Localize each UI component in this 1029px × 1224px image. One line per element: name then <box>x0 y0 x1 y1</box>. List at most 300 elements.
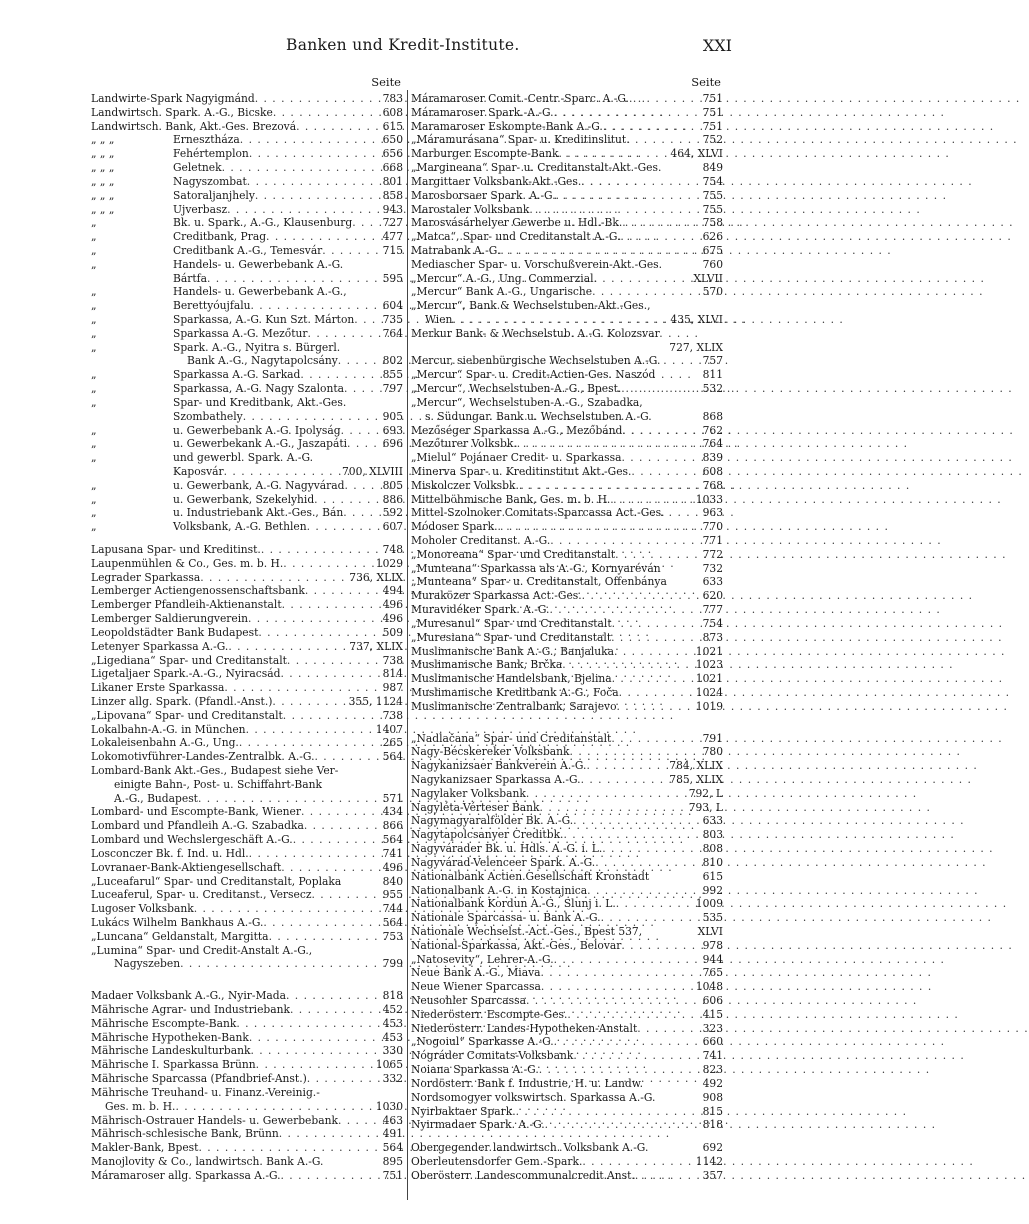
page-ref: XLVI <box>697 924 723 938</box>
entry-name <box>91 695 272 709</box>
index-entry <box>91 1058 403 1072</box>
entry-text: u. Gewerbebank A.-G. Ipolyság <box>173 423 341 437</box>
entry-name <box>91 1058 256 1072</box>
page-ref: 1021 <box>695 672 723 686</box>
entry-name <box>411 562 661 576</box>
entry-name <box>411 1063 539 1077</box>
page-ref: 435, XLVI <box>670 313 723 326</box>
entry-text: Lemberger Pfandleih-Aktienanstalt <box>91 598 282 612</box>
leader-dots <box>338 354 380 368</box>
index-entry <box>91 203 403 217</box>
entry-name <box>411 244 500 258</box>
leader-dots <box>556 189 700 203</box>
index-entry <box>91 1031 403 1045</box>
entry-name <box>91 1044 250 1058</box>
index-entry <box>411 147 723 161</box>
entry-text: Letenyer Sparkassa A.-G. <box>91 639 229 653</box>
page-ref: XLVII <box>693 271 723 285</box>
page-ref: 752 <box>702 133 723 147</box>
page-ref: 1019 <box>695 699 723 713</box>
page-ref: 818 <box>702 1118 723 1132</box>
entry-name <box>411 272 594 286</box>
entry-name <box>91 957 180 971</box>
left-column <box>91 76 403 1183</box>
entry-text: Spar- und Kreditbank, Akt.-Ges. <box>173 395 347 409</box>
leader-dots <box>307 1072 380 1086</box>
entry-name <box>91 888 311 902</box>
ditto-mark: „ <box>91 340 97 354</box>
entry-text: Volksbank, A.-G. Bethlen <box>173 520 307 534</box>
index-entry <box>91 612 403 626</box>
entry-name <box>91 493 314 507</box>
leader-dots <box>287 654 380 668</box>
leader-dots <box>594 272 691 286</box>
leader-dots <box>602 842 699 856</box>
index-entry <box>91 989 403 1003</box>
index-entry <box>91 451 403 465</box>
page-ref: 1033 <box>695 492 723 506</box>
entry-text: Lombard und Wechslergeschäft A.-G. <box>91 833 293 847</box>
page-ref: 785, XLIX <box>669 773 723 786</box>
leader-dots <box>616 897 693 911</box>
leader-dots <box>582 1155 692 1169</box>
entry-text: Lombard- und Escompte-Bank, Wiener <box>91 805 301 819</box>
page-ref: 656 <box>382 147 403 161</box>
page-ref: 780 <box>702 745 723 759</box>
index-entry <box>411 745 723 759</box>
leader-dots <box>314 493 379 507</box>
index-entry <box>91 1141 403 1155</box>
entry-name <box>91 161 222 175</box>
entry-text: Muravidéker Spark. A.-G. <box>411 603 550 617</box>
entry-text: Wien <box>425 313 453 326</box>
leader-dots <box>296 120 380 134</box>
entry-name <box>91 396 346 410</box>
leader-dots <box>610 493 693 507</box>
page-title: Banken und Kredit-Institute. <box>286 36 520 54</box>
leader-dots <box>516 1105 700 1119</box>
index-entry <box>91 1072 403 1086</box>
entry-text: „Mercur“ Spar- u. Credit-Actien-Ges. Naszód <box>411 368 656 382</box>
entry-name <box>91 847 249 861</box>
entry-text: Neue Wiener Sparcassa <box>411 980 541 994</box>
entry-name <box>411 147 558 161</box>
page-ref: 760 <box>702 257 723 271</box>
index-entry <box>411 493 723 507</box>
entry-name <box>91 120 296 134</box>
index-entry <box>411 1169 723 1183</box>
entry-text: Muslimanische Kreditbank A.-G., Foča <box>411 685 619 699</box>
leader-dots <box>290 1003 380 1017</box>
entry-text: Mediascher Spar- u. Vorschußverein-Akt.-Ges. <box>411 257 663 271</box>
entry-text: Oberösterr. Landescommunalcredit.Anst. <box>411 1168 635 1182</box>
entry-name <box>91 1003 290 1017</box>
entry-name <box>91 930 269 944</box>
index-entry <box>91 861 403 875</box>
page-ref: 604 <box>382 299 403 313</box>
leader-dots <box>540 801 686 815</box>
leader-dots <box>545 1118 700 1132</box>
entry-name <box>411 994 526 1008</box>
index-entry <box>91 120 403 134</box>
entry-name <box>91 258 343 272</box>
index-entry <box>411 658 723 672</box>
entry-text: Lapusana Spar- und Kreditinst. <box>91 543 261 556</box>
entry-text: Landwirte-Spark Nagyigmánd <box>91 92 255 105</box>
entry-text: „Natosevity“, Lehrer-A.-G. <box>411 952 554 966</box>
leader-dots <box>301 805 380 819</box>
leader-dots <box>266 230 380 244</box>
entry-name <box>91 92 255 106</box>
index-entry <box>411 341 723 355</box>
entry-text: Mittel-Szolnoker Comitats-Sparcassa Act.-Ges. <box>411 506 665 520</box>
index-entry <box>411 814 723 828</box>
index-entry <box>91 189 403 203</box>
leader-dots <box>612 672 693 686</box>
leader-dots <box>249 1031 380 1045</box>
page-ref: 633 <box>702 814 723 828</box>
leader-dots <box>562 658 693 672</box>
index-entry <box>411 759 723 773</box>
entry-name <box>91 833 293 847</box>
entry-text: Handels- u. Gewerbebank A.-G. <box>173 257 344 271</box>
leader-dots <box>280 667 379 681</box>
leader-dots <box>283 709 380 723</box>
index-entry <box>411 1141 723 1155</box>
leader-dots <box>554 1035 700 1049</box>
entry-text: „Mielul“ Pojánaer Credit- u. Sparkassa <box>411 451 622 465</box>
entry-text: Niederösterr. Landes-Hypotheken-Anstalt <box>411 1021 638 1035</box>
page-ref: 595 <box>382 271 403 285</box>
index-entry <box>91 902 403 916</box>
entry-name <box>91 584 305 598</box>
index-entry <box>91 1169 403 1183</box>
leader-dots <box>322 244 379 258</box>
entry-name <box>91 792 198 806</box>
entry-name <box>411 700 617 714</box>
leader-dots <box>263 916 379 930</box>
leader-dots <box>344 382 380 396</box>
left-index-list <box>91 92 403 1183</box>
page-ref: 811 <box>702 368 723 382</box>
entry-text: Creditbank A.-G., Temesvár <box>173 243 323 257</box>
index-entry <box>91 805 403 819</box>
page-ref: 355, 1124 <box>348 694 403 708</box>
index-entry <box>91 520 403 534</box>
entry-name <box>411 120 603 134</box>
leader-dots <box>554 953 700 967</box>
entry-text: Lombard-Bank Akt.-Ges., Budapest siehe Ver- <box>91 764 339 777</box>
entry-name <box>411 1091 655 1105</box>
entry-name <box>411 1035 554 1049</box>
entry-name <box>411 870 649 884</box>
leader-dots <box>258 626 379 640</box>
index-entry <box>411 92 723 106</box>
leader-dots <box>622 216 699 230</box>
leader-dots <box>614 645 693 659</box>
entry-text: Berettyóujfalu <box>173 299 251 313</box>
entry-name <box>411 534 550 548</box>
entry-text: Laupenmühlen & Co., Ges. m. b. H. <box>91 556 284 570</box>
entry-name <box>91 750 314 764</box>
entry-name <box>411 258 662 272</box>
index-entry <box>411 631 723 645</box>
page-ref: 615 <box>702 869 723 883</box>
index-entry <box>411 603 723 617</box>
leader-dots <box>526 787 686 801</box>
entry-text: Nyirmadaer Spark. A.-G. <box>411 1118 545 1132</box>
page-ref: 615 <box>382 119 403 133</box>
entry-text: „Máramurásana“ Spar- u. Kreditinslitut <box>411 133 627 147</box>
page-number: XXI <box>702 36 732 55</box>
index-entry <box>91 543 403 557</box>
leader-dots <box>305 584 380 598</box>
index-entry <box>91 161 403 175</box>
entry-text: Mährische I. Sparkassa Brünn <box>91 1058 256 1072</box>
leader-dots <box>240 133 380 147</box>
page-header <box>0 36 802 60</box>
entry-name <box>411 1008 567 1022</box>
index-entry <box>411 106 723 120</box>
page-ref: 741 <box>382 846 403 860</box>
entry-name <box>411 575 667 589</box>
leader-dots <box>281 861 379 875</box>
index-entry <box>91 382 403 396</box>
index-entry <box>411 966 723 980</box>
entry-name <box>91 681 224 695</box>
page-ref: 797 <box>382 382 403 396</box>
entry-text: „Ligediana“ Spar- und Creditanstalt <box>91 653 287 667</box>
index-entry <box>411 368 723 382</box>
entry-name <box>91 902 194 916</box>
entry-name <box>411 856 595 870</box>
entry-text: Nagyszeben <box>114 957 181 971</box>
leader-dots <box>573 814 699 828</box>
entry-text: „Luceafarul“ Spar- und Creditanstalt, Poplaka <box>91 874 342 888</box>
entry-text: Merkur Bank- & Wechselstub. A.-G. Kolozsvar <box>411 326 660 340</box>
entry-name <box>411 437 517 451</box>
page-ref: 608 <box>382 105 403 119</box>
page-ref: 330 <box>382 1044 403 1058</box>
entry-text: Lokalbahn-A.-G. in München <box>91 722 246 736</box>
entry-name <box>411 493 610 507</box>
page-ref: 496 <box>382 860 403 874</box>
entry-name <box>91 612 248 626</box>
index-entry <box>91 847 403 861</box>
page-ref: 715 <box>382 243 403 257</box>
index-entry <box>411 133 723 147</box>
index-entry <box>91 667 403 681</box>
entry-text: Muslimanische Zentralbank, Sarajevo <box>411 699 617 713</box>
index-entry <box>91 1114 403 1128</box>
entry-text: Miskolczer Volksbk. <box>411 478 519 492</box>
leader-dots <box>347 437 380 451</box>
leader-dots <box>273 106 380 120</box>
entry-text: Sparkassa, A.-G. Kun Szt. Márton <box>173 313 355 326</box>
entry-text: Neusohler Sparcassa <box>411 994 526 1007</box>
entry-text: A.-G., Budapest <box>114 791 198 805</box>
page-ref: 944 <box>702 952 723 966</box>
leader-dots <box>612 617 700 631</box>
index-entry <box>411 1063 723 1077</box>
entry-name <box>91 764 338 778</box>
entry-name <box>91 175 247 189</box>
entry-text: Máramaroser allg. Sparkassa A.-G. <box>91 1168 281 1182</box>
ditto-mark: „ <box>91 520 97 534</box>
entry-text: „Lumina“ Spar- und Credit-Anstalt A.-G., <box>91 943 313 957</box>
page-ref: 757 <box>702 354 723 368</box>
page-ref: 784, XLIX <box>669 759 723 773</box>
page-ref: 855 <box>382 368 403 382</box>
entry-name <box>411 299 651 313</box>
index-entry <box>411 424 723 438</box>
entry-name <box>91 216 352 230</box>
entry-text: Oberleutensdorfer Gem.-Spark. <box>411 1154 583 1168</box>
entry-text: Geletnek <box>173 161 222 175</box>
page-ref: 765 <box>702 966 723 980</box>
page-ref: 815 <box>702 1104 723 1118</box>
entry-name <box>411 133 626 147</box>
leader-dots <box>224 681 379 695</box>
entry-name <box>411 645 614 659</box>
entry-name <box>411 939 621 953</box>
entry-text: Nagyszombat <box>173 174 247 188</box>
entry-text: Luceaferul, Spar- u. Creditanst., Versecz <box>91 888 312 902</box>
section-gap <box>91 980 403 989</box>
index-entry <box>411 520 723 534</box>
page-ref: 1142 <box>695 1154 723 1168</box>
index-entry <box>91 584 403 598</box>
entry-name <box>411 828 563 842</box>
entry-text: Creditbank, Prag <box>173 230 267 244</box>
page-ref: 491 <box>382 1127 403 1141</box>
index-entry <box>411 1008 723 1022</box>
entry-name <box>411 686 619 700</box>
index-entry <box>411 562 723 576</box>
entry-text: Nationale Sparcassa- u. Bank A.-G. <box>411 911 601 925</box>
index-entry <box>411 801 723 815</box>
page-ref: 772 <box>702 547 723 561</box>
leader-dots <box>256 1058 373 1072</box>
entry-name <box>91 189 255 203</box>
page-ref: 668 <box>382 161 403 175</box>
leader-dots <box>224 465 339 479</box>
leader-dots <box>586 759 666 773</box>
ditto-mark: „ <box>91 437 97 451</box>
leader-dots <box>621 939 699 953</box>
page-ref: 633 <box>702 575 723 589</box>
entry-text: Lukács Wilhelm Bankhaus A.-G. <box>91 915 264 929</box>
page-ref: 793, L <box>688 800 723 814</box>
page-ref: 570 <box>702 285 723 299</box>
leader-dots <box>619 686 693 700</box>
leader-dots <box>620 230 699 244</box>
entry-name <box>91 1072 307 1086</box>
entry-text: „Muresiana“ Spar- und Creditanstalt <box>411 630 612 644</box>
entry-name <box>91 1100 175 1114</box>
entry-name <box>91 654 287 668</box>
entry-name <box>91 1141 198 1155</box>
entry-text: National-Sparkassa, Akt.-Ges., Belovar <box>411 938 622 952</box>
index-entry <box>91 916 403 930</box>
leader-dots <box>529 203 699 217</box>
entry-name <box>91 465 224 479</box>
page-ref: 564 <box>382 833 403 847</box>
page-ref: 768 <box>702 478 723 492</box>
page-ref: 564 <box>382 750 403 764</box>
index-entry <box>411 939 723 953</box>
leader-dots <box>251 299 380 313</box>
index-entry <box>411 396 723 410</box>
index-entry <box>91 654 403 668</box>
entry-name <box>411 842 602 856</box>
ditto-mark: „ „ „ <box>91 161 115 175</box>
leader-dots <box>281 1169 380 1183</box>
ditto-mark: „ <box>91 243 97 257</box>
page-ref: 1030 <box>375 1099 403 1113</box>
leader-dots <box>592 285 699 299</box>
entry-text: Marosvásárhelyer Gewerbe u. Hdl.-Bk. <box>411 216 623 230</box>
page-ref: 509 <box>382 625 403 639</box>
entry-name <box>411 759 586 773</box>
entry-text: Lemberger Saldierungverein <box>91 612 249 626</box>
entry-name <box>91 203 227 217</box>
ditto-mark: „ „ „ <box>91 202 115 216</box>
ditto-mark: „ <box>91 492 97 506</box>
leader-dots <box>541 980 693 994</box>
index-entry <box>91 147 403 161</box>
page-ref: 866 <box>382 819 403 833</box>
index-entry <box>411 925 723 939</box>
entry-text: Lugoser Volksbank <box>91 902 194 916</box>
page-ref: 764 <box>702 437 723 451</box>
page-ref: 700, XLVIII <box>341 464 403 478</box>
index-entry <box>411 506 723 520</box>
entry-text: „Muresanul“ Spar- und Creditanstalt <box>411 616 612 630</box>
page-ref: 805 <box>382 478 403 492</box>
entry-name <box>411 925 642 939</box>
page-ref: 737, XLIX <box>349 639 403 653</box>
page-ref: 792, L <box>688 786 723 800</box>
entry-name <box>411 814 573 828</box>
leader-dots <box>573 1049 699 1063</box>
page-ref: 1407 <box>375 722 403 736</box>
index-entry <box>91 506 403 520</box>
leader-dots <box>283 557 373 571</box>
leader-dots <box>282 598 380 612</box>
page-ref: 799 <box>382 957 403 971</box>
entry-name <box>411 424 622 438</box>
leader-dots <box>286 989 380 1003</box>
entry-name <box>91 285 347 299</box>
page-ref: 823 <box>702 1063 723 1077</box>
leader-dots <box>198 792 380 806</box>
entry-name <box>411 787 526 801</box>
page-ref: 453 <box>382 1030 403 1044</box>
ditto-mark: „ <box>91 257 97 271</box>
section-gap <box>411 723 723 732</box>
leader-dots <box>247 175 380 189</box>
section-gap <box>91 971 403 980</box>
index-entry <box>91 354 403 368</box>
index-entry <box>91 875 403 889</box>
entry-name <box>411 465 631 479</box>
entry-text: „Nadlačana“ Spar- und Creditanstalt <box>411 731 612 745</box>
entry-name <box>411 966 540 980</box>
page-ref: 764 <box>382 326 403 340</box>
entry-name <box>91 723 246 737</box>
entry-text: „Mercur“, Wechselstuben-A.-G., Bpest. <box>411 382 622 396</box>
